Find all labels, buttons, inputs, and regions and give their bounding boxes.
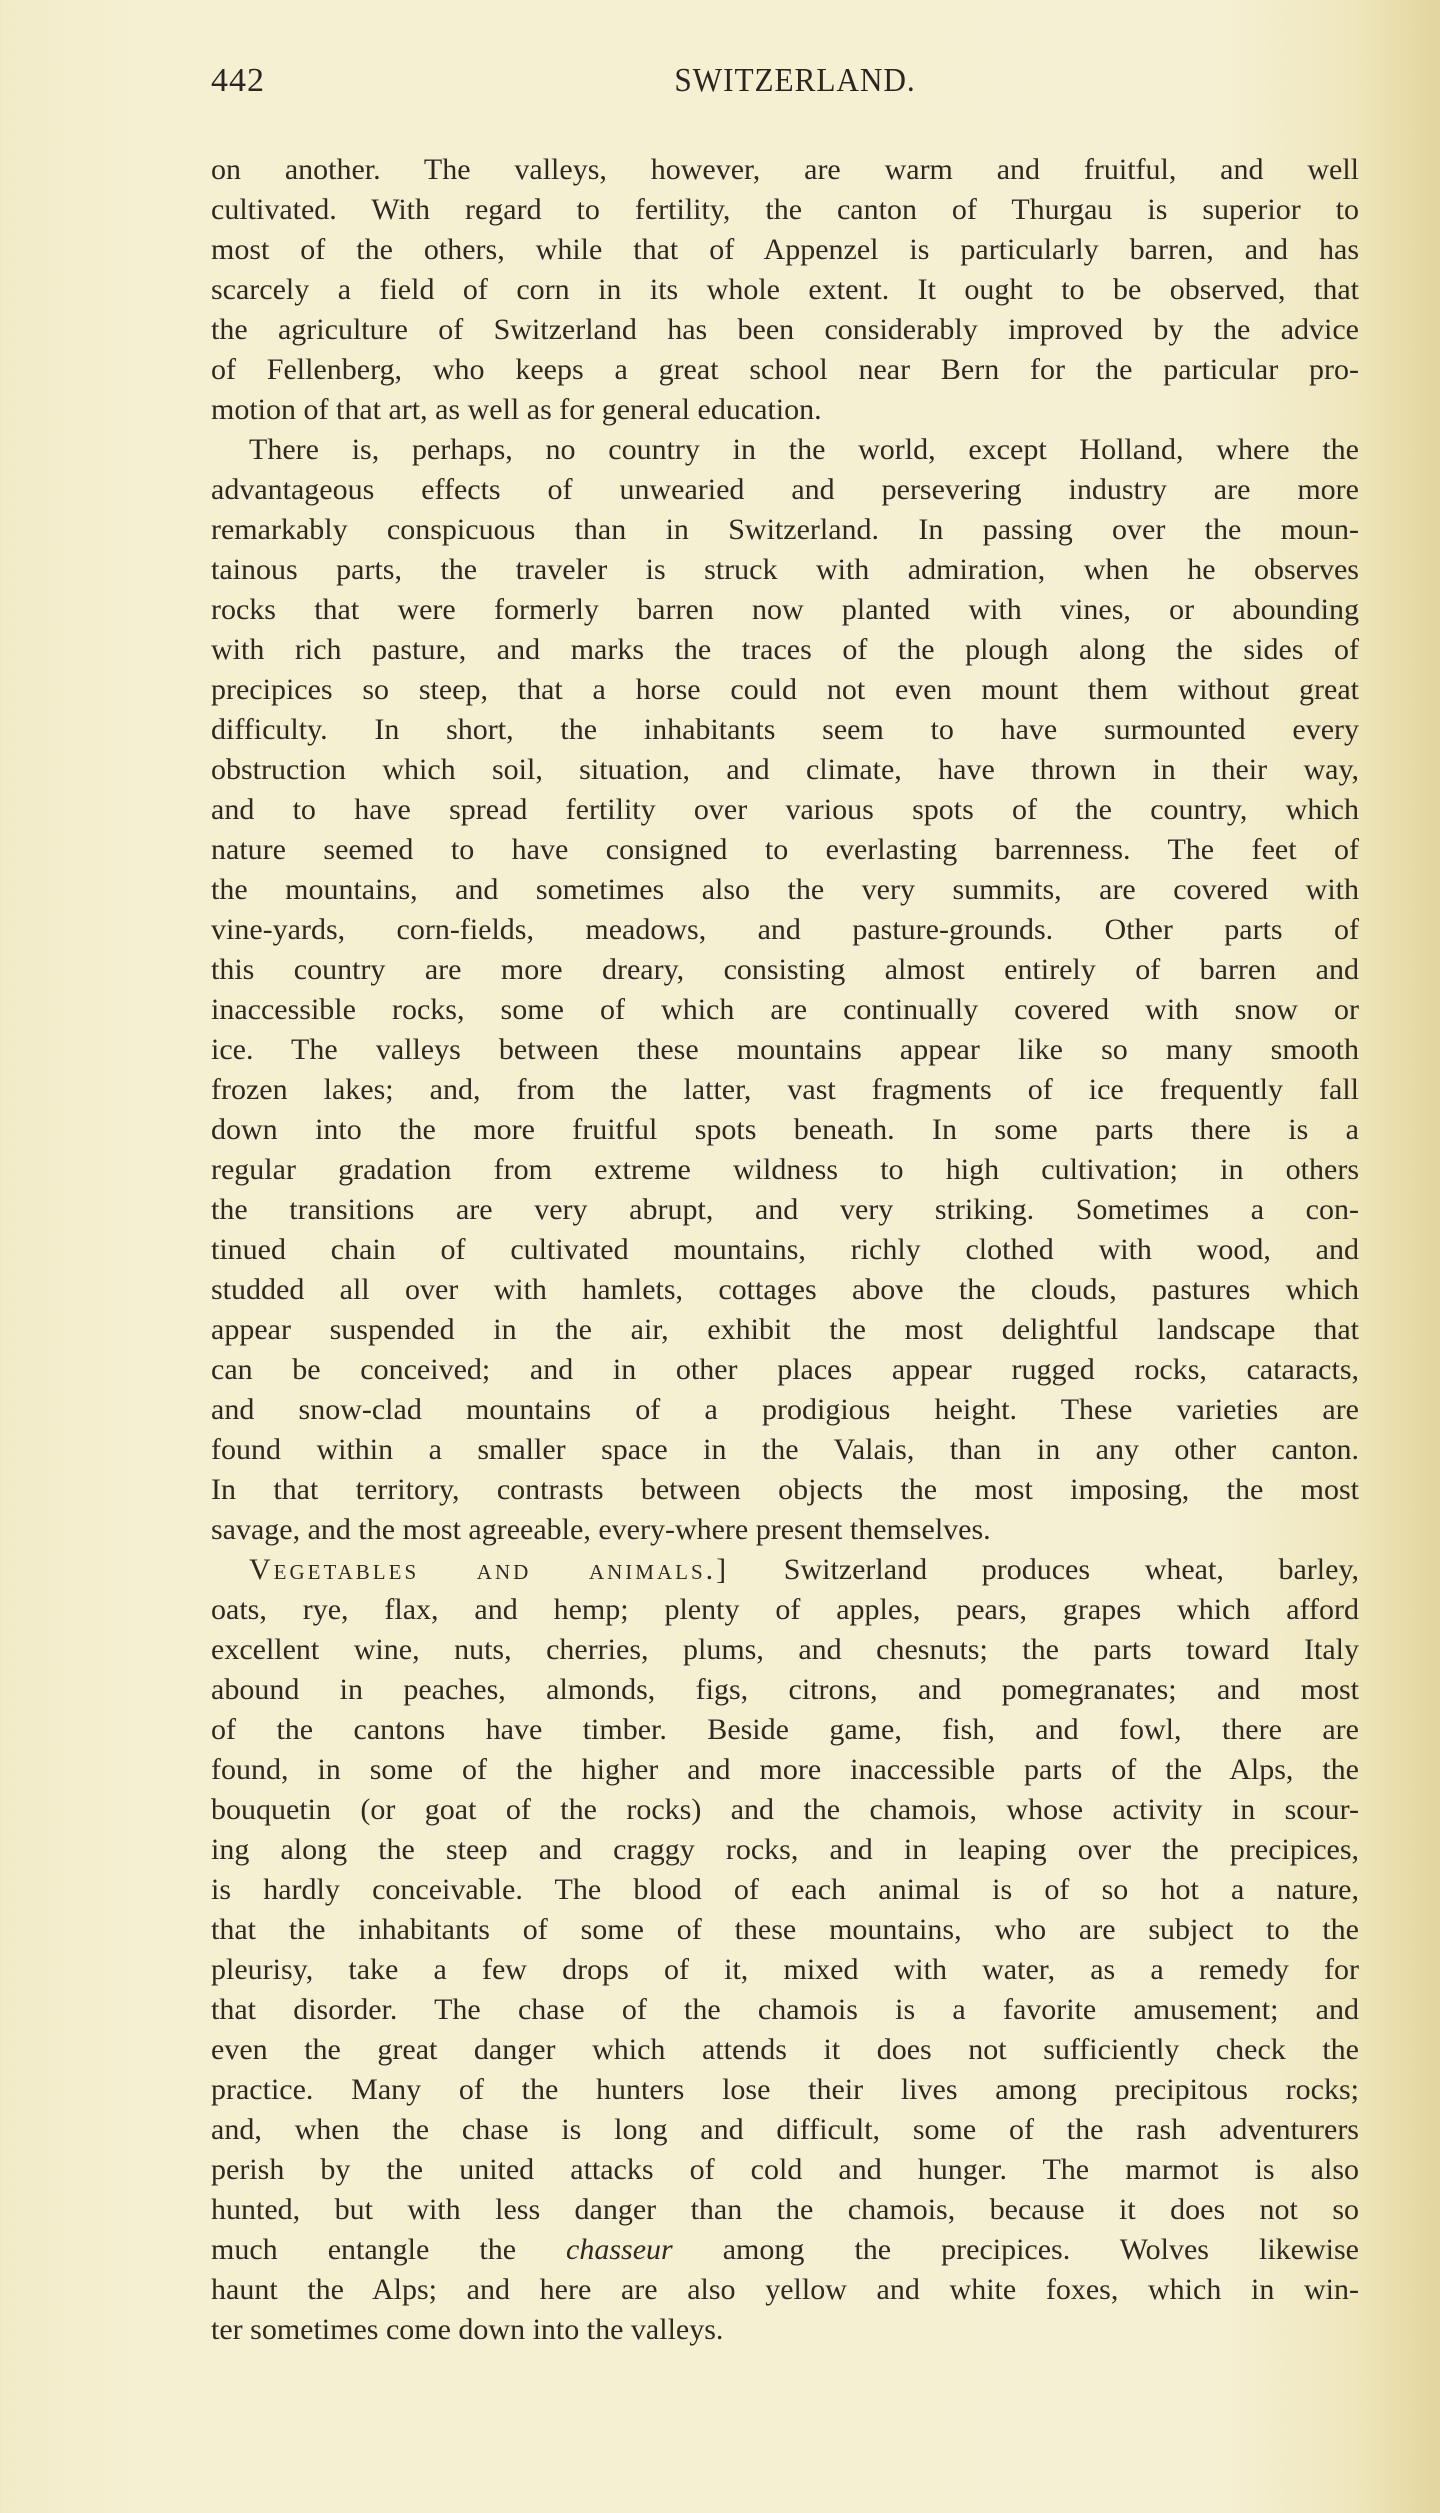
line-text: most of the others, while that of Appenzel is particularly barren, and has [211, 233, 1359, 266]
line-text: bouquetin (or goat of the rocks) and the chamois, whose activity in scour- [211, 1793, 1359, 1826]
text-line [211, 1990, 1359, 2030]
line-text: hunted, but with less danger than the chamois, because it does not so [211, 2193, 1359, 2226]
line-text: can be conceived; and in other places appear rugged rocks, cataracts, [211, 1353, 1359, 1386]
text-line [211, 1150, 1359, 1190]
line-text: of Fellenberg, who keeps a great school near Bern for the particular pro- [211, 353, 1359, 386]
line-text: precipices so steep, that a horse could not even mount them without great [211, 673, 1359, 706]
text-line [211, 150, 1359, 190]
line-text: tinued chain of cultivated mountains, richly clothed with wood, and [211, 1233, 1359, 1266]
running-title: SWITZERLAND. [674, 62, 916, 99]
line-text: inaccessible rocks, some of which are continually covered with snow or [211, 993, 1359, 1026]
text-line [211, 1590, 1359, 1630]
text-line [211, 2190, 1359, 2230]
line-text: advantageous effects of unwearied and persevering industry are more [211, 473, 1359, 506]
text-line [211, 430, 1359, 470]
text-line [211, 470, 1359, 510]
line-text: the agriculture of Switzerland has been considerably improved by the advice [211, 313, 1359, 346]
line-text: down into the more fruitful spots beneath. In some parts there is a [211, 1113, 1359, 1146]
line-text: obstruction which soil, situation, and climate, have thrown in their way, [211, 753, 1359, 786]
line-text: remarkably conspicuous than in Switzerland. In passing over the moun- [211, 513, 1359, 546]
line-text: is hardly conceivable. The blood of each animal is of so hot a nature, [211, 1873, 1359, 1906]
text-line [211, 1670, 1359, 1710]
text-line [211, 1310, 1359, 1350]
line-text: cultivated. With regard to fertility, the canton of Thurgau is superior to [211, 193, 1359, 226]
line-text: haunt the Alps; and here are also yellow and white foxes, which in win- [211, 2273, 1359, 2306]
line-text: that the inhabitants of some of these mountains, who are subject to the [211, 1913, 1359, 1946]
text-line [211, 390, 1359, 430]
text-line [211, 670, 1359, 710]
line-text: practice. Many of the hunters lose their lives among precipitous rocks; [211, 2073, 1359, 2106]
line-text: appear suspended in the air, exhibit the most delightful landscape that [211, 1313, 1359, 1346]
italic-term: chasseur [566, 2233, 673, 2266]
line-text: the mountains, and sometimes also the very summits, are covered with [211, 873, 1359, 906]
line-text: and to have spread fertility over various spots of the country, which [211, 793, 1359, 826]
text-line [211, 1550, 1359, 1590]
text-line [211, 510, 1359, 550]
section-heading: Vegetables and animals.] [249, 1553, 730, 1586]
text-line [211, 1630, 1359, 1670]
text-line [211, 1830, 1359, 1870]
line-text: pleurisy, take a few drops of it, mixed with water, as a remedy for [211, 1953, 1359, 1986]
line-text: tainous parts, the traveler is struck with admiration, when he observes [211, 553, 1359, 586]
text-line [211, 1270, 1359, 1310]
text-line [211, 1030, 1359, 1070]
line-text: nature seemed to have consigned to everlasting barrenness. The feet of [211, 833, 1359, 866]
line-text: among the precipices. Wolves likewise [672, 2233, 1359, 2266]
text-line [211, 550, 1359, 590]
text-line [211, 2070, 1359, 2110]
text-line [211, 270, 1359, 310]
text-line [211, 870, 1359, 910]
text-line [211, 2110, 1359, 2150]
line-text: of the cantons have timber. Beside game, fish, and fowl, there are [211, 1713, 1359, 1746]
text-line [211, 2150, 1359, 2190]
line-text: difficulty. In short, the inhabitants seem to have surmounted every [211, 713, 1359, 746]
line-text: oats, rye, flax, and hemp; plenty of apples, pears, grapes which afford [211, 1593, 1359, 1626]
line-text: motion of that art, as well as for general education. [211, 393, 822, 426]
text-line [211, 830, 1359, 870]
line-text: ice. The valleys between these mountains appear like so many smooth [211, 1033, 1359, 1066]
text-line [211, 1710, 1359, 1750]
line-text: with rich pasture, and marks the traces of the plough along the sides of [211, 633, 1359, 666]
text-line [211, 710, 1359, 750]
text-line [211, 1430, 1359, 1470]
line-text: found, in some of the higher and more inaccessible parts of the Alps, the [211, 1753, 1359, 1786]
line-text: and, when the chase is long and difficult, some of the rash adventurers [211, 2113, 1359, 2146]
text-line [211, 1790, 1359, 1830]
text-line [211, 1190, 1359, 1230]
text-line [211, 950, 1359, 990]
text-line [211, 2310, 1359, 2350]
text-line [211, 630, 1359, 670]
line-text: ter sometimes come down into the valleys. [211, 2313, 724, 2346]
text-line [211, 230, 1359, 270]
line-text: that disorder. The chase of the chamois is a favorite amusement; and [211, 1993, 1359, 2026]
line-text: There is, perhaps, no country in the world, except Holland, where the [249, 433, 1359, 466]
text-line [211, 2270, 1359, 2310]
line-text: studded all over with hamlets, cottages above the clouds, pastures which [211, 1273, 1359, 1306]
line-text: the transitions are very abrupt, and very striking. Sometimes a con- [211, 1193, 1359, 1226]
line-text: perish by the united attacks of cold and hunger. The marmot is also [211, 2153, 1359, 2186]
line-text: Switzerland produces wheat, barley, [729, 1553, 1359, 1586]
line-text: In that territory, contrasts between objects the most imposing, the most [211, 1473, 1359, 1506]
text-line [211, 790, 1359, 830]
text-line [211, 1950, 1359, 1990]
line-text: this country are more dreary, consisting almost entirely of barren and [211, 953, 1359, 986]
text-line [211, 2030, 1359, 2070]
line-text: frozen lakes; and, from the latter, vast fragments of ice frequently fall [211, 1073, 1359, 1106]
line-text: rocks that were formerly barren now planted with vines, or abounding [211, 593, 1359, 626]
text-line [211, 1510, 1359, 1550]
text-line [211, 1390, 1359, 1430]
line-text: found within a smaller space in the Valais, than in any other canton. [211, 1433, 1359, 1466]
text-line [211, 1230, 1359, 1270]
text-line [211, 2230, 1359, 2270]
page-number: 442 [211, 62, 265, 99]
text-line [211, 910, 1359, 950]
line-text: excellent wine, nuts, cherries, plums, and chesnuts; the parts toward Italy [211, 1633, 1359, 1666]
text-line [211, 1470, 1359, 1510]
line-text: scarcely a field of corn in its whole extent. It ought to be observed, that [211, 273, 1359, 306]
line-text: savage, and the most agreeable, every-where present themselves. [211, 1513, 991, 1546]
text-line [211, 1110, 1359, 1150]
line-text: vine-yards, corn-fields, meadows, and pasture-grounds. Other parts of [211, 913, 1359, 946]
text-line [211, 750, 1359, 790]
text-line [211, 1350, 1359, 1390]
text-line [211, 1750, 1359, 1790]
text-line [211, 990, 1359, 1030]
text-line [211, 1910, 1359, 1950]
body-text [211, 150, 1359, 2350]
text-line [211, 310, 1359, 350]
line-text: much entangle the [211, 2233, 567, 2266]
line-text: ing along the steep and craggy rocks, and in leaping over the precipices, [211, 1833, 1359, 1866]
line-text: regular gradation from extreme wildness to high cultivation; in others [211, 1153, 1359, 1186]
line-text: even the great danger which attends it does not sufficiently check the [211, 2033, 1359, 2066]
text-line [211, 1870, 1359, 1910]
line-text: on another. The valleys, however, are warm and fruitful, and well [211, 153, 1359, 186]
line-text: abound in peaches, almonds, figs, citrons, and pomegranates; and most [211, 1673, 1359, 1706]
line-text: and snow-clad mountains of a prodigious height. These varieties are [211, 1393, 1359, 1426]
text-line [211, 1070, 1359, 1110]
text-line [211, 350, 1359, 390]
text-line [211, 590, 1359, 630]
text-line [211, 190, 1359, 230]
